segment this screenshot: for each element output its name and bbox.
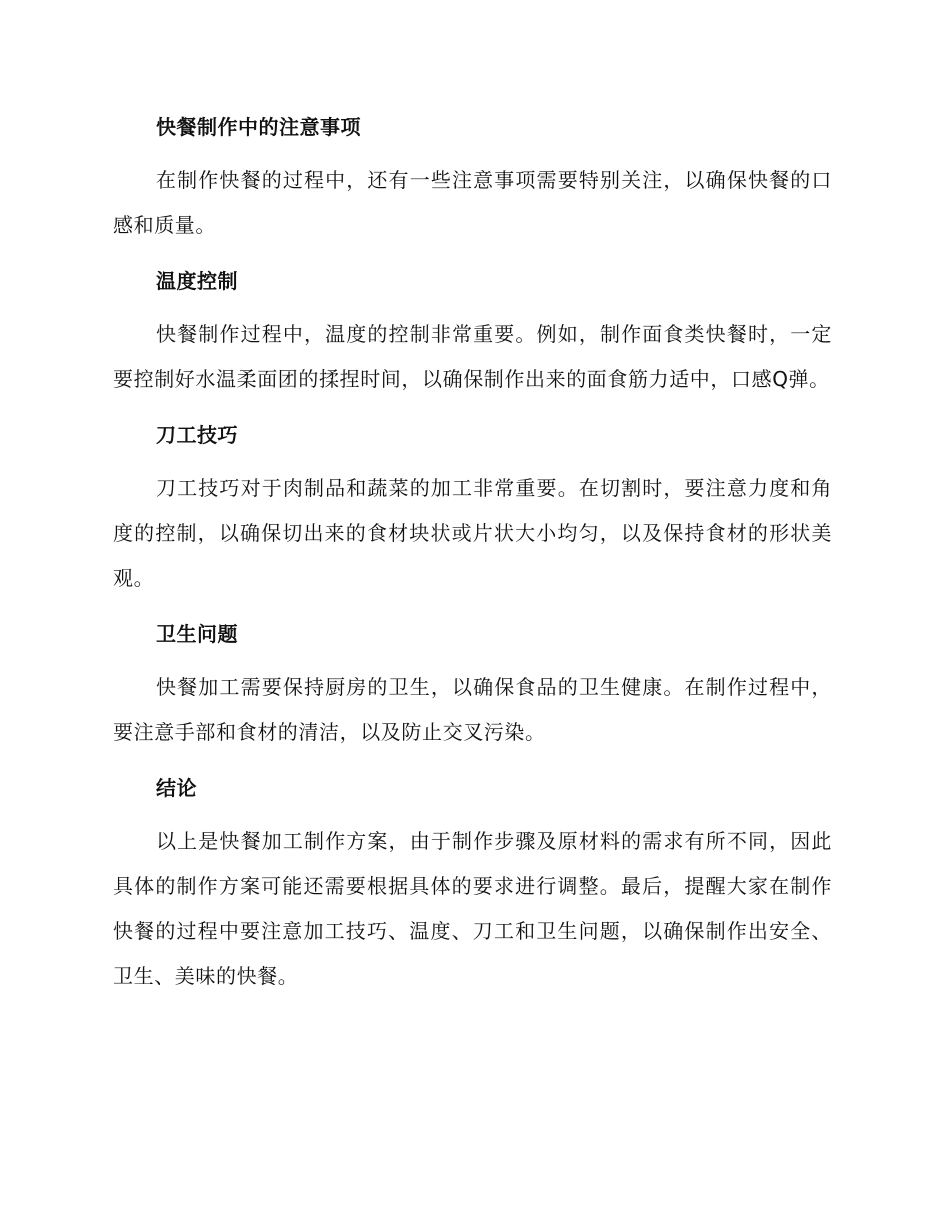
section-heading-hygiene: 卫生问题 bbox=[156, 622, 238, 646]
section-heading-temperature: 温度控制 bbox=[156, 269, 238, 293]
section-heading-conclusion: 结论 bbox=[156, 776, 197, 800]
section-paragraph-knife-skills: 刀工技巧对于肉制品和蔬菜的加工非常重要。在切割时，要注意力度和角度的控制，以确保切出来的食材块状或片状大小均匀，以及保持食材的形状美观。 bbox=[113, 476, 832, 590]
section-paragraph-hygiene: 快餐加工需要保持厨房的卫生，以确保食品的卫生健康。在制作过程中，要注意手部和食材的清洁，以及防止交叉污染。 bbox=[113, 675, 832, 744]
section-heading-knife-skills: 刀工技巧 bbox=[156, 423, 238, 447]
section-heading-precautions: 快餐制作中的注意事项 bbox=[156, 115, 361, 139]
section-paragraph-conclusion: 以上是快餐加工制作方案，由于制作步骤及原材料的需求有所不同，因此具体的制作方案可能还需要根据具体的要求进行调整。最后，提醒大家在制作快餐的过程中要注意加工技巧、温度、刀工和卫生问题，以确保制作出安全、卫生、美味的快餐。 bbox=[113, 829, 832, 988]
section-paragraph-temperature: 快餐制作过程中，温度的控制非常重要。例如，制作面食类快餐时，一定要控制好水温柔面团的揉捏时间，以确保制作出来的面食筋力适中，口感Q弹。 bbox=[113, 322, 832, 391]
section-paragraph-precautions: 在制作快餐的过程中，还有一些注意事项需要特别关注，以确保快餐的口感和质量。 bbox=[113, 168, 832, 237]
